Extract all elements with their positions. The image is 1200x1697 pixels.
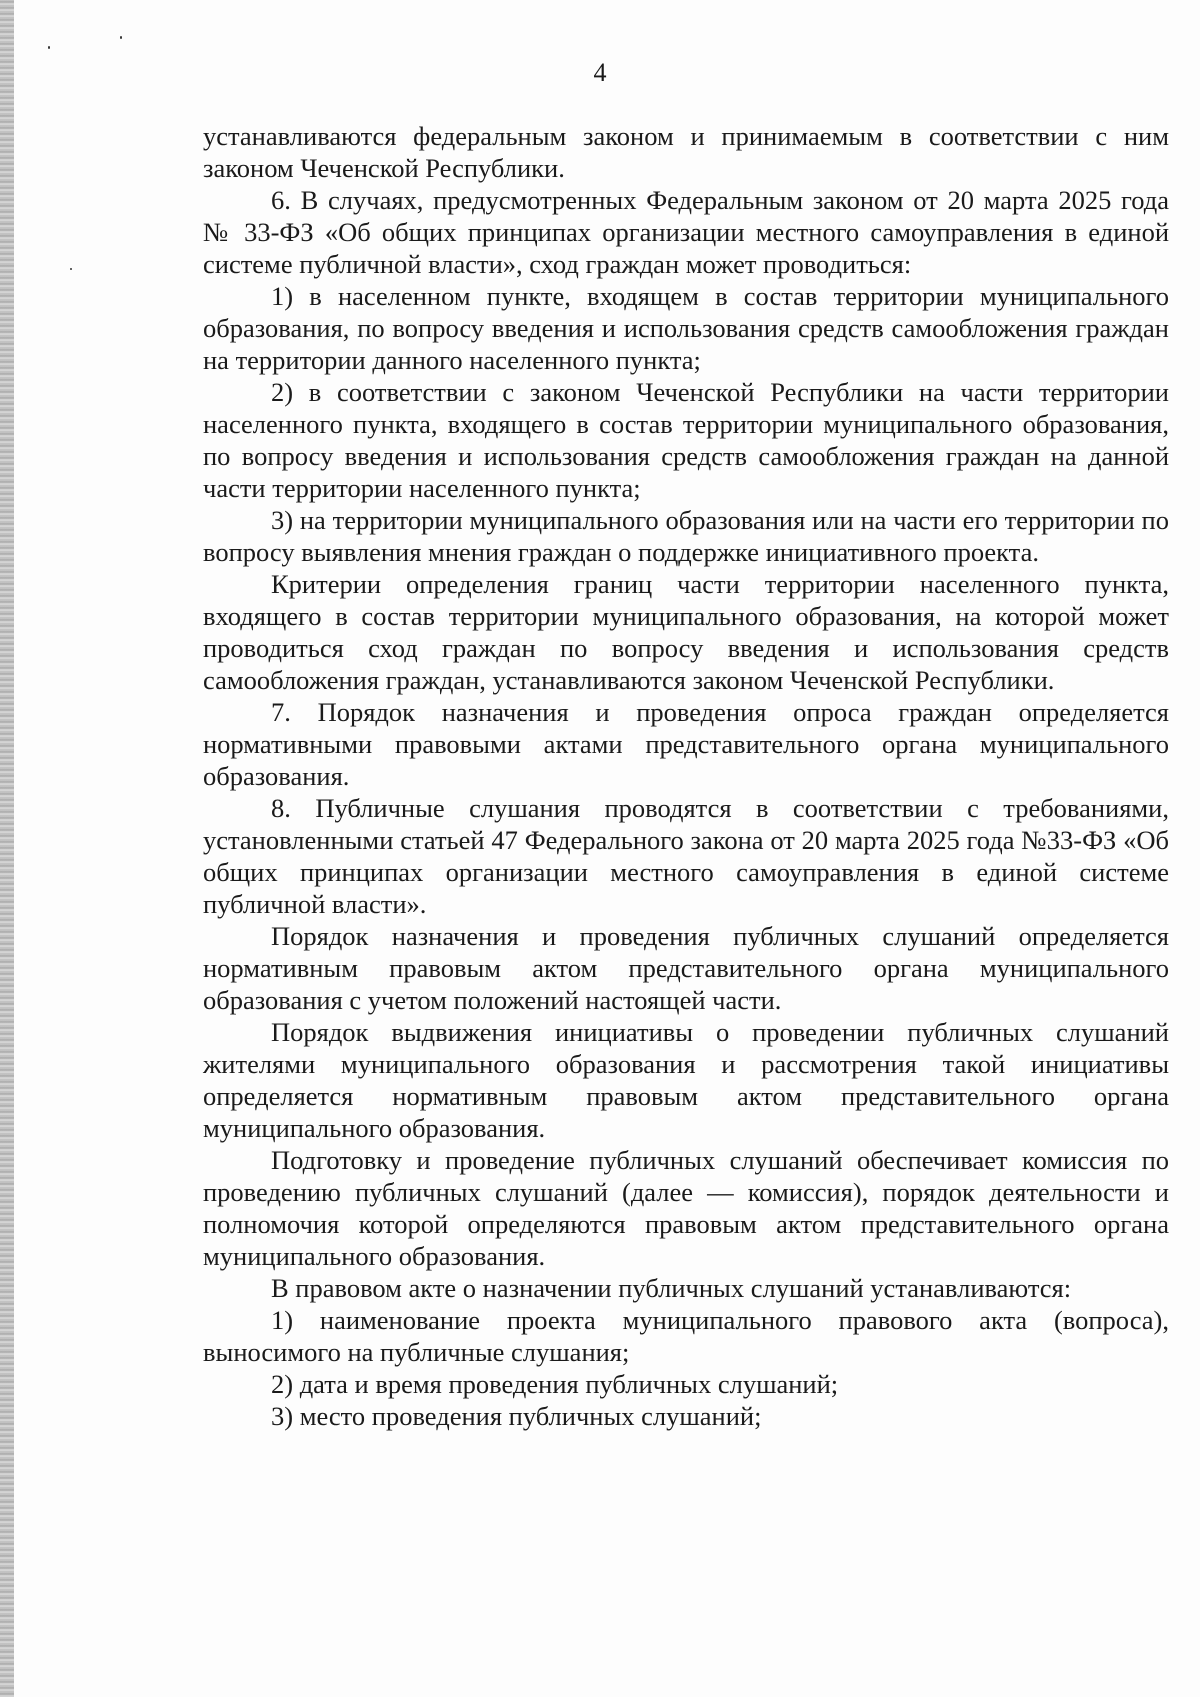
paragraph: Критерии определения границ части территории населенного пункта, входящего в состав территории муниципального образования, на которой может проводиться сход граждан по вопросу введения и использования средств самообложения граждан, устанавливаются законом Чеченской Республики. bbox=[203, 569, 1169, 695]
paragraph: Порядок назначения и проведения публичных слушаний определяется нормативным правовым актом представительного органа муниципального образования с учетом положений настоящей части. bbox=[203, 921, 1169, 1015]
paragraph: Подготовку и проведение публичных слушаний обеспечивает комиссия по проведению публичных слушаний (далее — комиссия), порядок деятельности и полномочия которой определяются правовым актом представительного органа муниципального образования. bbox=[203, 1145, 1169, 1271]
paragraph: 7. Порядок назначения и проведения опроса граждан определяется нормативными правовыми актами представительного органа муниципального образования. bbox=[203, 697, 1169, 791]
paragraph: 6. В случаях, предусмотренных Федеральным законом от 20 марта 2025 года № 33-ФЗ «Об общих принципах организации местного самоуправления в единой системе публичной власти», сход граждан может проводиться: bbox=[203, 185, 1169, 279]
paragraph: 2) дата и время проведения публичных слушаний; bbox=[271, 1369, 839, 1399]
paragraph: Порядок выдвижения инициативы о проведении публичных слушаний жителями муниципального образования и рассмотрения такой инициативы определяется нормативным правовым актом представительного органа муниципального образования. bbox=[203, 1017, 1169, 1143]
paragraph: устанавливаются федеральным законом и принимаемым в соответствии с ним законом Чеченской Республики. bbox=[203, 121, 1169, 183]
paragraph: 1) наименование проекта муниципального правового акта (вопроса), выносимого на публичные слушания; bbox=[203, 1305, 1169, 1367]
scan-speck bbox=[70, 268, 72, 270]
scan-edge-shadow bbox=[0, 0, 14, 1697]
paragraph: 1) в населенном пункте, входящем в состав территории муниципального образования, по вопросу введения и использования средств самообложения граждан на территории данного населенного пункта; bbox=[203, 281, 1169, 375]
scan-speck bbox=[48, 46, 50, 49]
scan-speck bbox=[120, 36, 122, 39]
page-number: 4 bbox=[593, 58, 607, 87]
document-body bbox=[203, 120, 1169, 1432]
paragraph: 3) на территории муниципального образования или на части его территории по вопросу выявления мнения граждан о поддержке инициативного проекта. bbox=[203, 505, 1169, 567]
paragraph: 3) место проведения публичных слушаний; bbox=[271, 1401, 762, 1431]
paragraph: В правовом акте о назначении публичных слушаний устанавливаются: bbox=[271, 1273, 1072, 1303]
paragraph: 2) в соответствии с законом Чеченской Республики на части территории населенного пункта, входящего в состав территории муниципального образования, по вопросу введения и использования средств самообложения граждан на данной части территории населенного пункта; bbox=[203, 377, 1169, 503]
paragraph: 8. Публичные слушания проводятся в соответствии с требованиями, установленными статьей 47 Федерального закона от 20 марта 2025 года №33-ФЗ «Об общих принципах организации местного самоуправления в единой системе публичной власти». bbox=[203, 793, 1169, 919]
